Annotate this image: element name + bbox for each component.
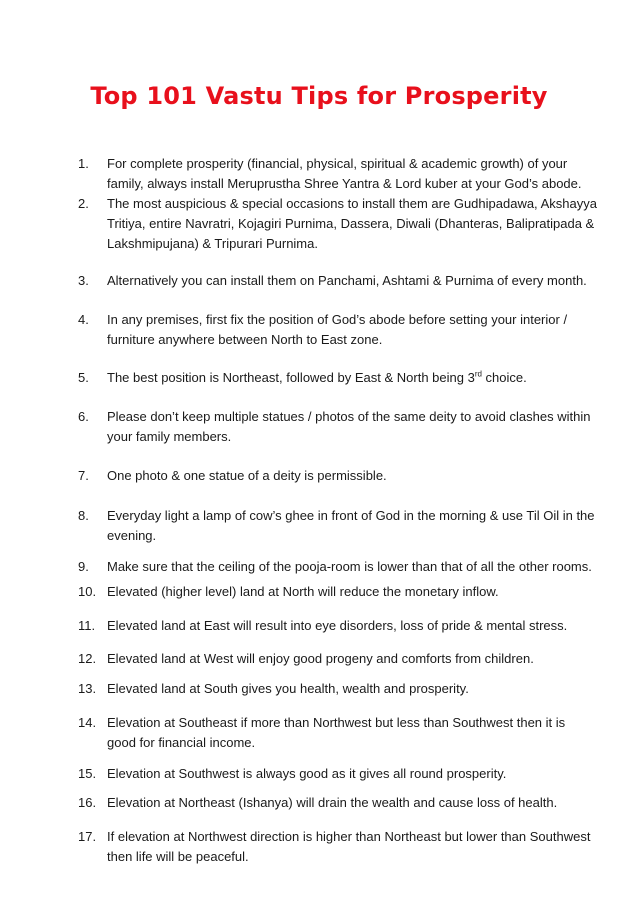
item-number: 5.	[78, 370, 89, 385]
item-text: If elevation at Northwest direction is higher than Northeast but lower than Southwest then life will be peaceful.	[107, 829, 591, 864]
item-text: One photo & one statue of a deity is permissible.	[107, 468, 387, 483]
item-number: 12.	[78, 651, 97, 666]
item-number: 8.	[78, 508, 89, 523]
item-text: For complete prosperity (financial, physical, spiritual & academic growth) of your family, always install Meruprustha Shree Yantra & Lord kuber at your God’s abode.	[107, 156, 582, 191]
ordinal-suffix: rd	[474, 369, 482, 379]
item-number: 11.	[78, 618, 96, 633]
item-number: 2.	[78, 196, 89, 211]
item-text: Please don’t keep multiple statues / photos of the same deity to avoid clashes within your family members.	[107, 409, 591, 444]
item-number: 14.	[78, 715, 97, 730]
item-text: Elevated (higher level) land at North will reduce the monetary inflow.	[107, 584, 499, 599]
item-text-part: The best position is Northeast, followed by East & North being 3	[107, 370, 475, 385]
item-text: Alternatively you can install them on Panchami, Ashtami & Purnima of every month.	[107, 273, 587, 288]
item-text: Elevated land at East will result into eye disorders, loss of pride & mental stress.	[107, 618, 568, 633]
item-text	[107, 368, 597, 388]
item-text: Elevated land at South gives you health, wealth and prosperity.	[107, 681, 469, 696]
item-number: 1.	[78, 156, 89, 171]
item-number: 3.	[78, 273, 89, 288]
item-text: Elevated land at West will enjoy good progeny and comforts from children.	[107, 651, 534, 666]
page-title: Top 101 Vastu Tips for Prosperity	[90, 82, 548, 110]
item-text: Elevation at Southwest is always good as it gives all round prosperity.	[107, 766, 507, 781]
item-text: Elevation at Southeast if more than Northwest but less than Southwest then it is good for financial income.	[107, 715, 566, 750]
item-text: Elevation at Northeast (Ishanya) will drain the wealth and cause loss of health.	[107, 795, 558, 810]
item-number: 13.	[78, 681, 97, 696]
item-number: 10.	[78, 584, 97, 599]
item-number: 15.	[78, 766, 97, 781]
item-number: 17.	[78, 829, 97, 844]
item-text: Make sure that the ceiling of the pooja-room is lower than that of all the other rooms.	[107, 559, 592, 574]
item-number: 6.	[78, 409, 89, 424]
item-number: 16.	[78, 795, 97, 810]
item-number: 7.	[78, 468, 89, 483]
item-text: Everyday light a lamp of cow’s ghee in front of God in the morning & use Til Oil in the evening.	[107, 508, 595, 543]
item-number: 9.	[78, 559, 89, 574]
item-text: The most auspicious & special occasions to install them are Gudhipadawa, Akshayya Tritiya, entire Navratri, Kojagiri Purnima, Dassera, Diwali (Dhanteras, Balipratipada & Lakshmipujana) & Tripurari Purnima.	[107, 196, 597, 251]
item-text: In any premises, first fix the position of God’s abode before setting your interior / furniture anywhere between North to East zone.	[107, 312, 568, 347]
item-text-part: choice.	[481, 370, 527, 385]
item-number: 4.	[78, 312, 89, 327]
